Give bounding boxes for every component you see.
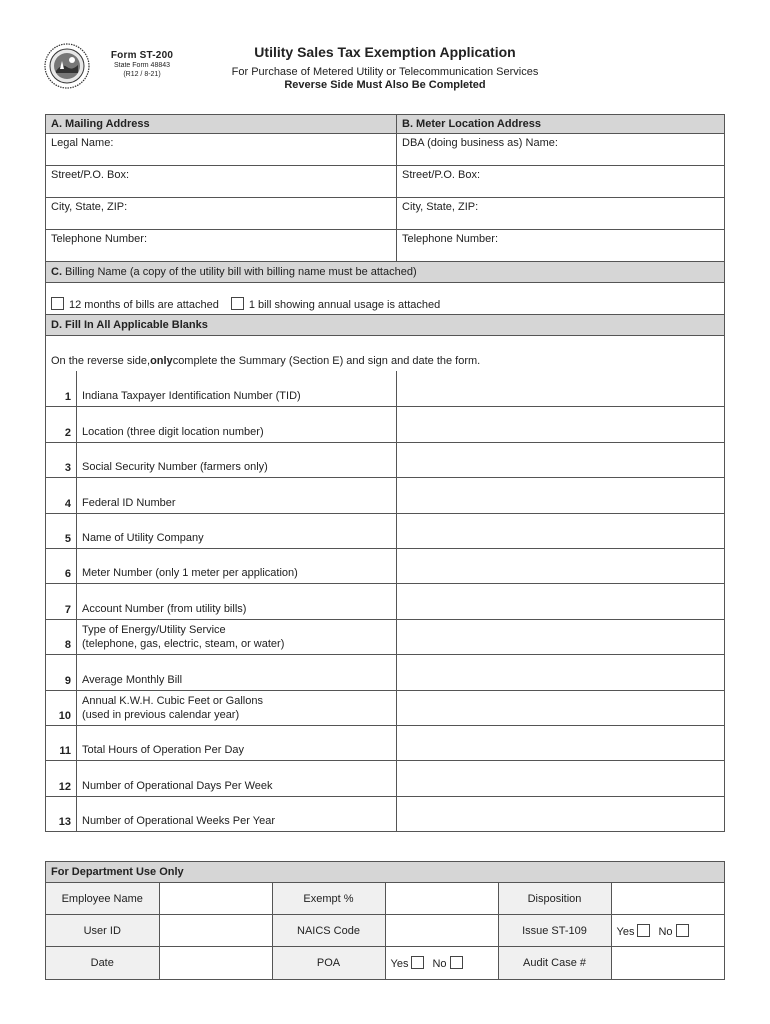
- section-ab-heading: [46, 115, 724, 133]
- section-d-items: [46, 371, 724, 831]
- section-a-heading: A. Mailing Address: [46, 115, 397, 133]
- item-number: 13: [46, 797, 77, 831]
- item-label: [77, 620, 397, 654]
- employee-name-value[interactable]: [159, 883, 272, 915]
- meter-street-field[interactable]: Street/P.O. Box:: [402, 169, 481, 181]
- option-1-bill[interactable]: [231, 297, 440, 311]
- section-d-intro: [46, 335, 724, 371]
- mailing-city-field[interactable]: City, State, ZIP:: [46, 198, 397, 229]
- form-identifier: [103, 50, 181, 79]
- legal-name-field[interactable]: Legal Name:: [46, 134, 397, 165]
- item-label-line-1: Total Hours of Operation Per Day: [82, 744, 245, 757]
- item-value-field[interactable]: [397, 797, 724, 831]
- disposition-label: Disposition: [498, 883, 611, 915]
- option-12-months[interactable]: [51, 297, 219, 311]
- poa-yes-checkbox[interactable]: [411, 956, 424, 969]
- item-value-field[interactable]: [397, 514, 724, 548]
- section-d-item-row: [46, 548, 724, 583]
- checkbox-1-bill[interactable]: [231, 297, 244, 310]
- item-value-field[interactable]: [397, 443, 724, 477]
- item-label: [77, 584, 397, 618]
- option-1-bill-label: 1 bill showing annual usage is attached: [248, 299, 441, 311]
- item-value-field[interactable]: [397, 620, 724, 654]
- department-row-1: [46, 883, 724, 915]
- section-d-item-row: [46, 725, 724, 760]
- item-label-line-1: Number of Operational Days Per Week: [82, 779, 273, 792]
- item-label: [77, 478, 397, 512]
- audit-case-value[interactable]: [611, 947, 724, 979]
- disposition-value[interactable]: [611, 883, 724, 915]
- mailing-street-field[interactable]: Street/P.O. Box:: [46, 166, 397, 197]
- main-form: [45, 114, 725, 832]
- item-number: 9: [46, 655, 77, 689]
- address-row-3: [46, 197, 724, 229]
- form-name: Form ST-200: [110, 50, 174, 61]
- poa-no-checkbox[interactable]: [450, 956, 463, 969]
- item-number: 8: [46, 620, 77, 654]
- item-number: 7: [46, 584, 77, 618]
- item-number: 12: [46, 761, 77, 795]
- user-id-value[interactable]: [159, 915, 272, 947]
- intro-post: complete the Summary (Section E) and sign and date the form.: [172, 355, 481, 367]
- item-value-field[interactable]: [397, 478, 724, 512]
- item-value-field[interactable]: [397, 584, 724, 618]
- department-use-box: [45, 861, 725, 980]
- item-label-line-1: Indiana Taxpayer Identification Number (TID): [82, 390, 301, 403]
- item-number: 5: [46, 514, 77, 548]
- date-label: Date: [46, 947, 159, 979]
- poa-yes-label: Yes: [390, 957, 409, 970]
- item-value-field[interactable]: [397, 726, 724, 760]
- section-d-item-row: [46, 654, 724, 689]
- reverse-side-note: Reverse Side Must Also Be Completed: [284, 79, 486, 91]
- section-d-title: D. Fill In All Applicable Blanks: [51, 319, 208, 331]
- section-d-item-row: [46, 406, 724, 441]
- section-d-item-row: [46, 619, 724, 654]
- item-label: [77, 443, 397, 477]
- item-label: [77, 761, 397, 795]
- item-label-line-2: (telephone, gas, electric, steam, or water): [82, 638, 285, 651]
- meter-phone-field[interactable]: Telephone Number:: [402, 233, 499, 245]
- item-number: 6: [46, 549, 77, 583]
- item-value-field[interactable]: [397, 407, 724, 441]
- section-d-item-row: [46, 371, 724, 406]
- item-number: 3: [46, 443, 77, 477]
- naics-code-label: NAICS Code: [272, 915, 385, 947]
- form-subtitle: For Purchase of Metered Utility or Telecommunication Services: [231, 66, 539, 78]
- item-number: 1: [46, 371, 77, 406]
- state-form-number: State Form 48843: [113, 62, 171, 69]
- dba-name-field[interactable]: DBA (doing business as) Name:: [402, 137, 558, 149]
- item-label: [77, 407, 397, 441]
- item-label-line-2: (used in previous calendar year): [82, 708, 240, 721]
- poa-choice: [385, 947, 498, 979]
- intro-bold: only: [150, 355, 173, 367]
- mailing-phone-field[interactable]: Telephone Number:: [46, 230, 397, 261]
- section-c-letter: C.: [51, 266, 62, 278]
- user-id-label: User ID: [46, 915, 159, 947]
- item-label: [77, 691, 397, 725]
- item-value-field[interactable]: [397, 371, 724, 406]
- item-value-field[interactable]: [397, 549, 724, 583]
- section-d-item-row: [46, 442, 724, 477]
- section-d-item-row: [46, 796, 724, 831]
- department-table: [46, 882, 724, 979]
- address-row-4: [46, 229, 724, 261]
- st109-yes-checkbox[interactable]: [637, 924, 650, 937]
- exempt-pct-label: Exempt %: [272, 883, 385, 915]
- poa-no-label: No: [432, 957, 447, 970]
- item-number: 10: [46, 691, 77, 725]
- item-number: 4: [46, 478, 77, 512]
- item-label-line-1: Name of Utility Company: [82, 531, 204, 544]
- issue-st109-choice: [611, 915, 724, 947]
- section-d-item-row: [46, 513, 724, 548]
- form-title: Utility Sales Tax Exemption Application: [254, 44, 516, 60]
- section-b-heading: B. Meter Location Address: [402, 118, 541, 130]
- section-d-item-row: [46, 690, 724, 725]
- item-label-line-1: Annual K.W.H. Cubic Feet or Gallons: [82, 694, 263, 707]
- item-label: [77, 797, 397, 831]
- item-number: 11: [46, 726, 77, 760]
- item-label-line-1: Social Security Number (farmers only): [82, 461, 268, 474]
- option-12-months-label: 12 months of bills are attached: [69, 299, 219, 311]
- item-label-line-1: Meter Number (only 1 meter per application): [82, 567, 298, 580]
- address-row-1: [46, 133, 724, 165]
- state-seal-icon: [44, 43, 90, 89]
- employee-name-label: Employee Name: [46, 883, 159, 915]
- section-d-heading: [46, 314, 724, 335]
- address-row-2: [46, 165, 724, 197]
- intro-pre: On the reverse side,: [51, 355, 151, 367]
- form-header: [190, 44, 580, 91]
- section-c-heading: [46, 261, 724, 282]
- item-label: [77, 371, 397, 406]
- item-value-field[interactable]: [397, 761, 724, 795]
- section-d-item-row: [46, 760, 724, 795]
- item-label-line-1: Location (three digit location number): [82, 425, 264, 438]
- st109-yes-label: Yes: [616, 925, 635, 938]
- section-c-text: Billing Name (a copy of the utility bill with billing name must be attached): [62, 266, 417, 278]
- meter-city-field[interactable]: City, State, ZIP:: [402, 201, 479, 213]
- department-heading: For Department Use Only: [46, 862, 724, 882]
- date-value[interactable]: [159, 947, 272, 979]
- exempt-pct-value[interactable]: [385, 883, 498, 915]
- naics-code-value[interactable]: [385, 915, 498, 947]
- item-label: [77, 726, 397, 760]
- item-label-line-1: Average Monthly Bill: [82, 673, 183, 686]
- department-row-3: [46, 947, 724, 979]
- item-label-line-1: Type of Energy/Utility Service: [82, 624, 226, 637]
- revision: (R12 / 8-21): [123, 71, 161, 78]
- audit-case-label: Audit Case #: [498, 947, 611, 979]
- section-d-item-row: [46, 583, 724, 618]
- department-row-2: [46, 915, 724, 947]
- issue-st109-label: Issue ST-109: [498, 915, 611, 947]
- item-label-line-1: Federal ID Number: [82, 496, 176, 509]
- section-c-options: [46, 282, 724, 314]
- st109-no-checkbox[interactable]: [676, 924, 689, 937]
- poa-label: POA: [272, 947, 385, 979]
- item-label-line-1: Number of Operational Weeks Per Year: [82, 815, 276, 828]
- checkbox-12-months[interactable]: [51, 297, 64, 310]
- section-d-item-row: [46, 477, 724, 512]
- item-number: 2: [46, 407, 77, 441]
- st109-no-label: No: [658, 925, 673, 938]
- item-value-field[interactable]: [397, 655, 724, 689]
- item-label: [77, 549, 397, 583]
- item-label: [77, 514, 397, 548]
- item-value-field[interactable]: [397, 691, 724, 725]
- item-label-line-1: Account Number (from utility bills): [82, 602, 247, 615]
- item-label: [77, 655, 397, 689]
